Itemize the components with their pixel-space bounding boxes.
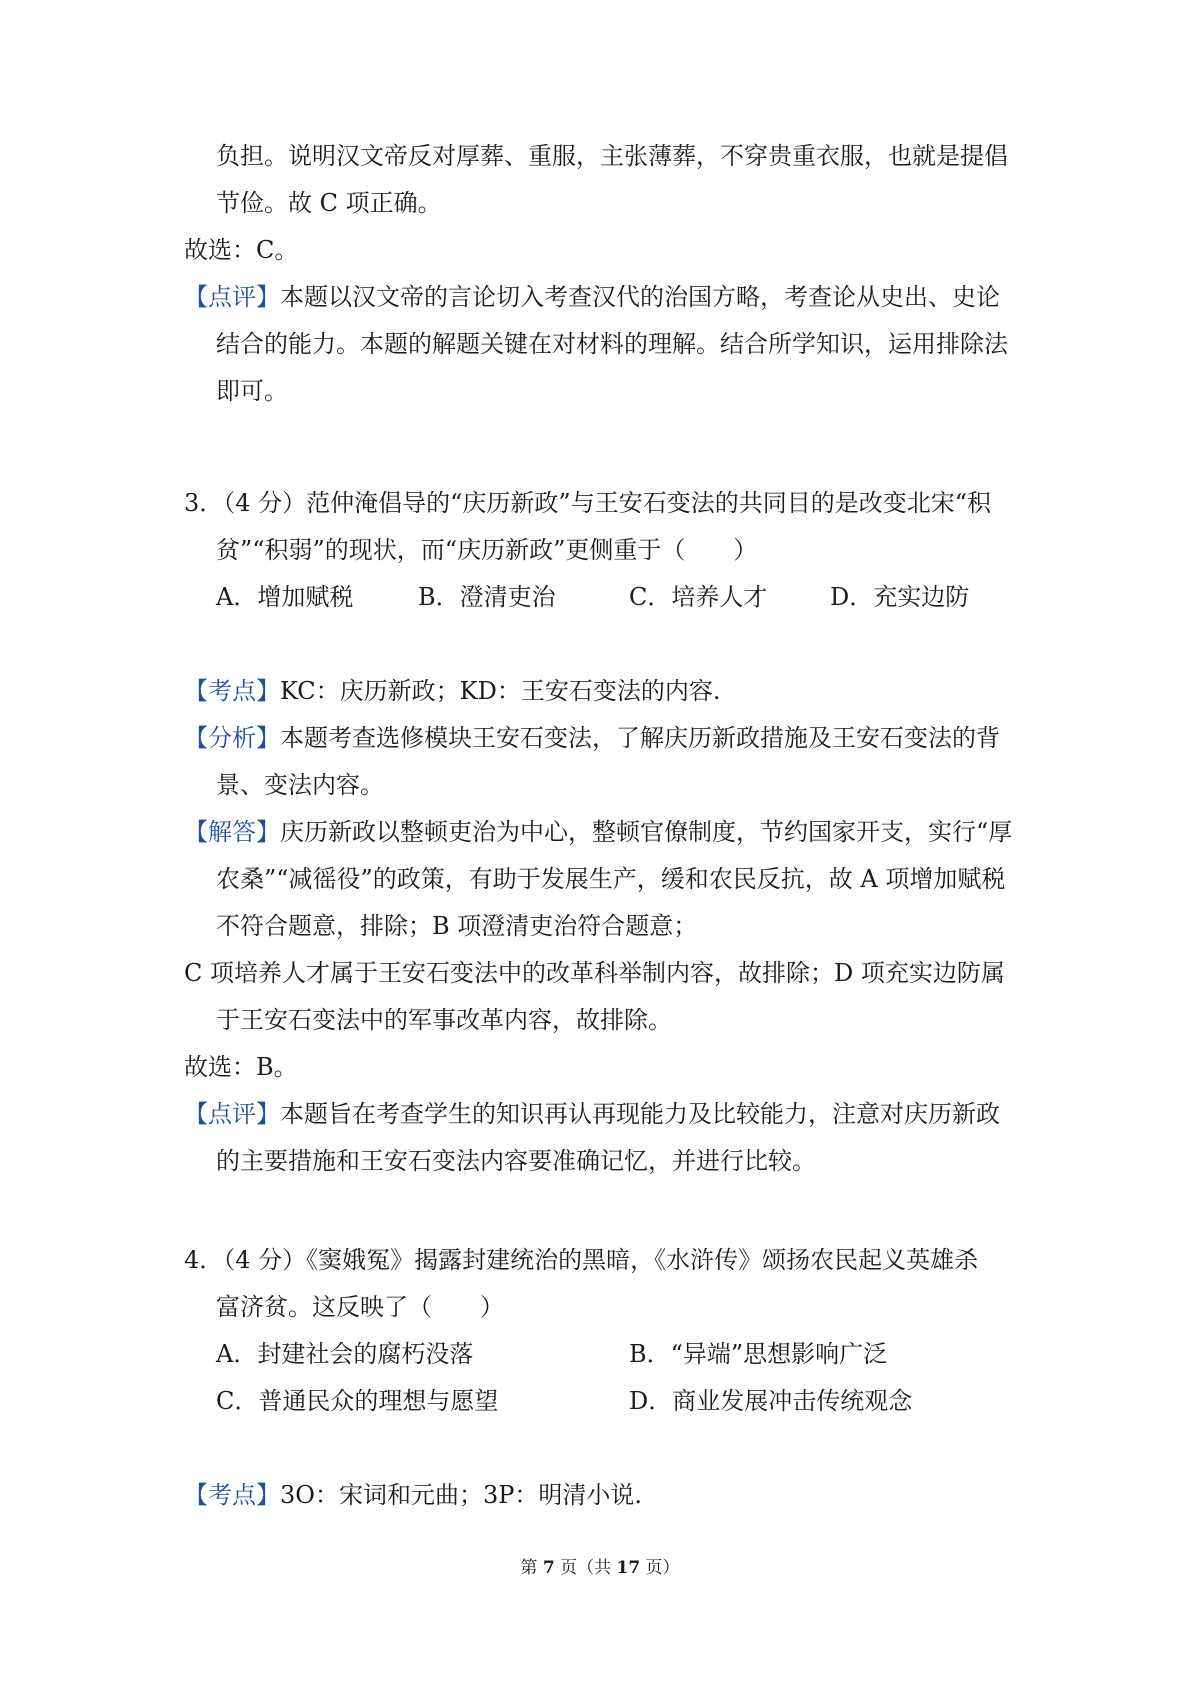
q3-fenxi-line-1: [184, 722, 1000, 754]
q3-jieda-line-2: 农桑”“减徭役”的政策，有助于发展生产，缓和农民反抗，故 A 项增加赋税: [216, 865, 1006, 893]
jieda-tag: 【解答】: [184, 818, 280, 846]
q3-option-b: B．澄清吏治: [418, 583, 556, 611]
fenxi-tag: 【分析】: [184, 724, 280, 752]
q4-stem-line-2: 富济贫。这反映了（ ）: [216, 1293, 504, 1321]
q3-kaodian: [184, 675, 720, 707]
q2-explanation-line-2: 节俭。故 C 项正确。: [216, 189, 442, 217]
q3-jieda-line-1: [184, 816, 1012, 848]
q3-option-d: D．充实边防: [830, 583, 970, 611]
q4-kaodian: [184, 1479, 642, 1511]
fenxi-text: 本题考查选修模块王安石变法，了解庆历新政措施及王安石变法的背: [280, 724, 1000, 752]
q3-dianping-line-2: 的主要措施和王安石变法内容要准确记忆，并进行比较。: [216, 1147, 816, 1175]
q3-stem-line-2: 贫”“积弱”的现状，而“庆历新政”更侧重于（ ）: [216, 536, 758, 564]
q3-jieda-line-5: 于王安石变法中的军事改革内容，故排除。: [216, 1006, 672, 1034]
kaodian-tag: 【考点】: [184, 677, 280, 705]
dianping-tag: 【点评】: [184, 1100, 280, 1128]
footer-middle: 页（共: [554, 1558, 617, 1578]
q3-stem-line-1: 3．（4 分）范仲淹倡导的“庆历新政”与王安石变法的共同目的是改变北宋“积: [184, 489, 991, 517]
q3-option-a: A．增加赋税: [216, 583, 354, 611]
q4-stem-line-1: 4．（4 分）《窦娥冤》揭露封建统治的黑暗，《水浒传》颂扬农民起义英雄杀: [184, 1246, 979, 1274]
kaodian-tag: 【考点】: [184, 1481, 280, 1509]
comment-tag: 【点评】: [184, 283, 280, 311]
q3-jieda-line-4: C 项培养人才属于王安石变法中的改革科举制内容，故排除；D 项充实边防属: [184, 959, 1005, 987]
q2-answer-choice: 故选：C。: [184, 236, 299, 264]
footer-prefix: 第: [520, 1558, 543, 1578]
footer-total-pages: 17: [616, 1558, 641, 1578]
q3-jieda-line-3: 不符合题意，排除；B 项澄清吏治符合题意；: [216, 912, 698, 940]
kaodian-text: 3O：宋词和元曲；3P：明清小说.: [280, 1481, 642, 1509]
q4-option-b: B．“异端”思想影响广泛: [629, 1340, 888, 1368]
dianping-text: 本题旨在考查学生的知识再认再现能力及比较能力，注意对庆历新政: [280, 1100, 1000, 1128]
comment-text: 本题以汉文帝的言论切入考查汉代的治国方略，考查论从史出、史论: [280, 283, 1000, 311]
kaodian-text: KC：庆历新政；KD：王安石变法的内容.: [280, 677, 721, 705]
q4-option-d: D．商业发展冲击传统观念: [629, 1387, 913, 1415]
footer-page-number: 7: [542, 1558, 555, 1578]
q2-comment-line-1: [184, 281, 1000, 313]
q4-option-c: C．普通民众的理想与愿望: [216, 1387, 499, 1415]
q3-dianping-line-1: [184, 1098, 1000, 1130]
q3-option-c: C．培养人才: [629, 583, 768, 611]
page-footer: [0, 1556, 1200, 1580]
q2-comment-line-2: 结合的能力。本题的解题关键在对材料的理解。结合所学知识，运用排除法: [216, 330, 1008, 358]
q3-fenxi-line-2: 景、变法内容。: [216, 771, 384, 799]
q4-option-a: A．封建社会的腐朽没落: [216, 1340, 474, 1368]
q2-explanation-line-1: 负担。说明汉文帝反对厚葬、重服，主张薄葬，不穿贵重衣服，也就是提倡: [216, 142, 1008, 170]
q3-answer-choice: 故选：B。: [184, 1053, 298, 1081]
jieda-text: 庆历新政以整顿吏治为中心，整顿官僚制度，节约国家开支，实行“厚: [280, 818, 1013, 846]
footer-suffix: 页）: [640, 1558, 680, 1578]
q2-comment-line-3: 即可。: [216, 377, 288, 405]
